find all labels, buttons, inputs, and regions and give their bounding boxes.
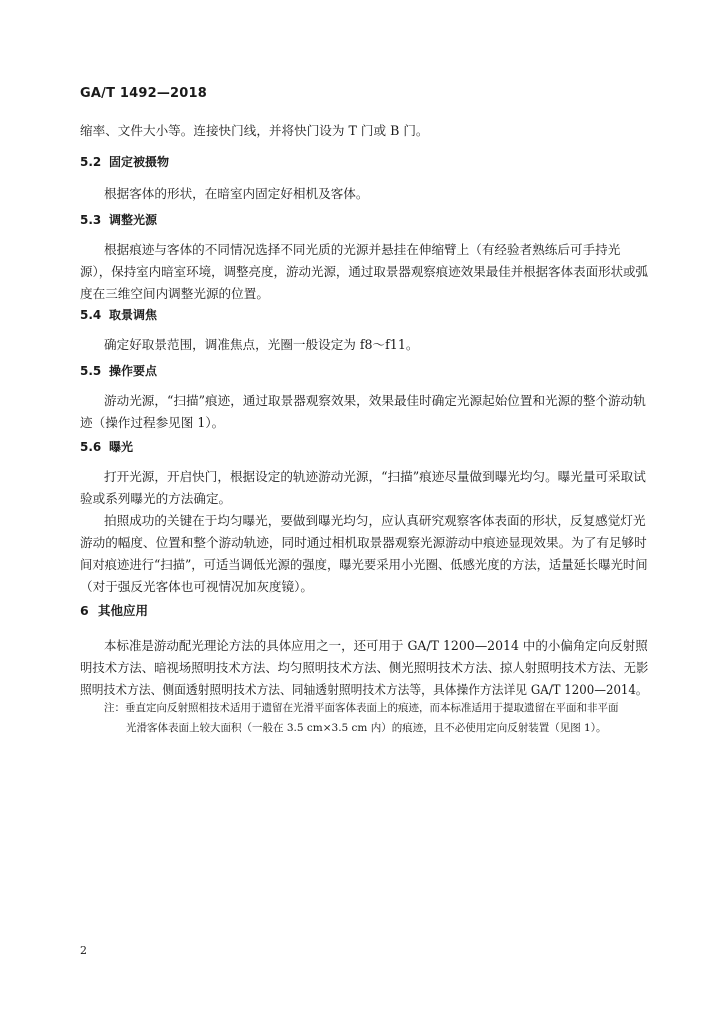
section-title: 操作要点: [109, 364, 158, 378]
paragraph-line: 源），保持室内暗室环境，调整亮度，游动光源，通过取景器观察痕迹效果最佳并根据客体表面形状或弧: [80, 264, 649, 279]
section-heading-5-6: [80, 438, 133, 455]
paragraph-line: 游动光源，“扫描”痕迹，通过取景器观察效果，效果最佳时确定光源起始位置和光源的整个游动轨: [104, 393, 646, 408]
section-number: 5.4: [80, 308, 102, 322]
section-number: 5.5: [80, 364, 102, 378]
paragraph-line: 打开光源，开启快门，根据设定的轨迹游动光源，“扫描”痕迹尽量做到曝光均匀。曝光量可采取试: [104, 469, 646, 484]
paragraph-line: 根据客体的形状，在暗室内固定好相机及客体。: [104, 186, 369, 201]
paragraph-line: 明技术方法、暗视场照明技术方法、均匀照明技术方法、侧光照明技术方法、掠人射照明技术方法、无影: [80, 660, 649, 675]
paragraph-line: 度在三维空间内调整光源的位置。: [80, 286, 269, 301]
chapter-title: 其他应用: [98, 603, 149, 618]
note-line: 光滑客体表面上较大面积（一般在 3.5 cm×3.5 cm 内）的痕迹，且不必使用定向反射装置（见图 1）。: [126, 722, 607, 734]
section-heading-5-2: [80, 153, 169, 170]
section-title: 调整光源: [109, 213, 158, 227]
section-number: 5.2: [80, 155, 102, 169]
note-line: 注：垂直定向反射照相技术适用于遗留在光滑平面客体表面上的痕迹，而本标准适用于提取遗留在平面和非平面: [104, 702, 619, 714]
paragraph-line: 迹（操作过程参见图 1）。: [80, 415, 225, 430]
document-header: GA/T 1492—2018: [80, 86, 208, 101]
section-heading-5-5: [80, 362, 157, 379]
paragraph-line: 根据痕迹与客体的不同情况选择不同光质的光源并悬挂在伸缩臂上（有经验者熟练后可手持光: [104, 242, 621, 257]
paragraph-line: 验或系列曝光的方法确定。: [80, 491, 232, 506]
page-number: 2: [80, 944, 87, 957]
paragraph-line: 拍照成功的关键在于均匀曝光，要做到曝光均匀，应认真研究观察客体表面的形状，反复感觉灯光: [104, 513, 646, 528]
continuation-line: 缩率、文件大小等。连接快门线，并将快门设为 T 门或 B 门。: [80, 123, 429, 138]
section-heading-5-4: [80, 306, 157, 323]
section-title: 曝光: [109, 440, 134, 454]
paragraph-line: 游动的幅度、位置和整个游动轨迹，同时通过相机取景器观察光源游动中痕迹显现效果。为了有足够时: [80, 535, 647, 550]
section-number: 5.3: [80, 213, 102, 227]
paragraph-line: （对于强反光客体也可视情况加灰度镜）。: [80, 579, 313, 594]
section-title: 取景调焦: [109, 308, 158, 322]
paragraph-line: 照明技术方法、侧面透射照明技术方法、同轴透射照明技术方法等，具体操作方法详见 GA/T 1200—2014。: [80, 682, 648, 697]
paragraph-line: 本标准是游动配光理论方法的具体应用之一，还可用于 GA/T 1200—2014 中的小偏角定向反射照: [104, 638, 648, 653]
section-heading-5-3: [80, 211, 157, 228]
paragraph-line: 确定好取景范围，调准焦点，光圈一般设定为 f8～f11。: [104, 337, 419, 352]
paragraph-line: 间对痕迹进行“扫描”，可适当调低光源的强度，曝光要采用小光圈、低感光度的方法，适量延长曝光时间: [80, 557, 648, 572]
section-title: 固定被摄物: [109, 155, 170, 169]
section-number: 5.6: [80, 440, 102, 454]
chapter-number: 6: [80, 603, 89, 618]
chapter-heading-6: [80, 601, 148, 619]
